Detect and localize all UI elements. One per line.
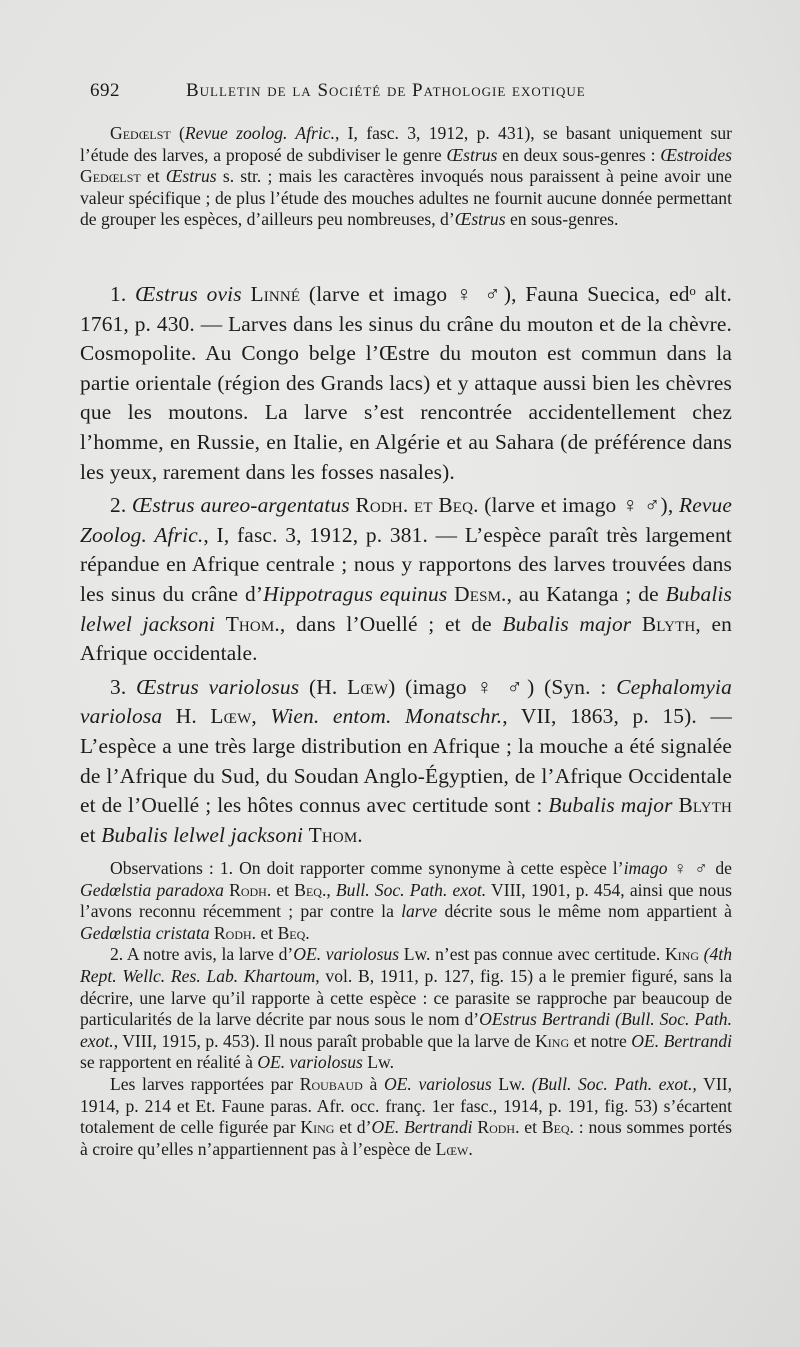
observation-2: 2. A notre avis, la larve d’OE. variolosus Lw. n’est pas connue avec certitude. King (4th Rept. Wellc. Res. Lab. Khartoum, vol. B, 1911, p. 127, fig. 15) a le premier figuré, sans la décrire, une larve qu’il rapporte à cette espèce : ce parasite se rapproche par beaucoup de particularités de la larve décrite par nous sous le nom d’OEstrus Bertrandi (Bull. Soc. Path. exot., VIII, 1915, p. 453). Il nous paraît probable que la larve de King et notre OE. Bertrandi se rapportent en réalité à OE. variolosus Lw. xyxy=(80,944,733,1073)
observation-1: Observations : 1. On doit rapporter comme synonyme à cette espèce l’imago ♀ ♂ de Gedœlstia paradoxa Rodh. et Beq., Bull. Soc. Path. exot. VIII, 1901, p. 454, ainsi que nous l’avons reconnu récemment ; par contre la larve décrite sous le même nom appartient à Gedœlstia cristata Rodh. et Beq. xyxy=(80,858,732,943)
author-name: Gedœlst xyxy=(110,123,171,143)
species-2-paragraph: 2. Œstrus aureo-argentatus Rodh. et Beq. (larve et imago ♀ ♂), Revue Zoolog. Afric., I, fasc. 3, 1912, p. 381. — L’espèce paraît très largement répandue en Afrique centrale ; nous y rapportons des larves trouvées dans les sinus du crâne d’Hippotragus equinus Desm., au Katanga ; de Bubalis lelwel jacksoni Thom., dans l’Ouellé ; et de Bubalis major Blyth, en Afrique occidentale. xyxy=(80,493,733,666)
species-name: Œstrus ovis xyxy=(135,282,242,306)
species-1-paragraph: 1. Œstrus ovis Linné (larve et imago ♀ ♂), Fauna Suecica, edᵒ alt. 1761, p. 430. — Larves dans les sinus du crâne du mouton et de la chèvre. Cosmopolite. Au Congo belge l’Œstre du mouton est commun dans la partie orientale (région des Grands lacs) et y attaque aussi bien les chèvres que les moutons. La larve s’est rencontrée accidentellement chez l’homme, en Russie, en Italie, en Algérie et au Sahara (de préférence dans les yeux, rarement dans les fosses nasales). xyxy=(80,282,732,484)
species-name: Œstrus aureo-argentatus xyxy=(132,493,350,518)
running-title: Bulletin de la Société de Pathologie exotique xyxy=(186,80,586,101)
observation-3: Les larves rapportées par Roubaud à OE. variolosus Lw. (Bull. Soc. Path. exot., VII, 1914, p. 214 et Et. Faune paras. Afr. occ. franç. 1er fasc., 1914, p. 191, fig. 53) s’écartent totalement de celle figurée par King et d’OE. Bertrandi Rodh. et Beq. : nous sommes portés à croire qu’elles n’appartiennent pas à l’espèce de Lœw. xyxy=(80,1073,733,1159)
page-number: 692 xyxy=(90,80,120,101)
observations-notes xyxy=(80,858,732,1160)
species-3-paragraph: 3. Œstrus variolosus (H. Lœw) (imago ♀ ♂) (Syn. : Cephalomyia variolosa H. Lœw, Wien. entom. Monatschr., VII, 1863, p. 15). — L’espèce a une très large distribution en Afrique ; la mouche a été signalée de l’Afrique du Sud, du Soudan Anglo-Égyptien, de l’Afrique Occidentale et de l’Ouellé ; les hôtes connus avec certitude sont : Bubalis major Blyth et Bubalis lelwel jacksoni Thom. xyxy=(80,674,732,847)
species-name: Œstrus variolosus xyxy=(136,674,300,699)
journal-ref: Revue zoolog. Afric. xyxy=(184,123,335,143)
intro-paragraph: Gedœlst (Revue zoolog. Afric., I, fasc. 3, 1912, p. 431), se basant uniquement sur l’étude des larves, a proposé de subdiviser le genre Œstrus en deux sous-genres : Œstroides Gedœlst et Œstrus s. str. ; mais les caractères invoqués nous paraissent à peine avoir une valeur spécifique ; de plus l’étude des mouches adultes ne fournit aucune donnée permettant de grouper les espèces, d’ailleurs peu nombreuses, d’Œstrus en sous-genres. xyxy=(80,123,733,230)
species-entries xyxy=(80,280,732,850)
